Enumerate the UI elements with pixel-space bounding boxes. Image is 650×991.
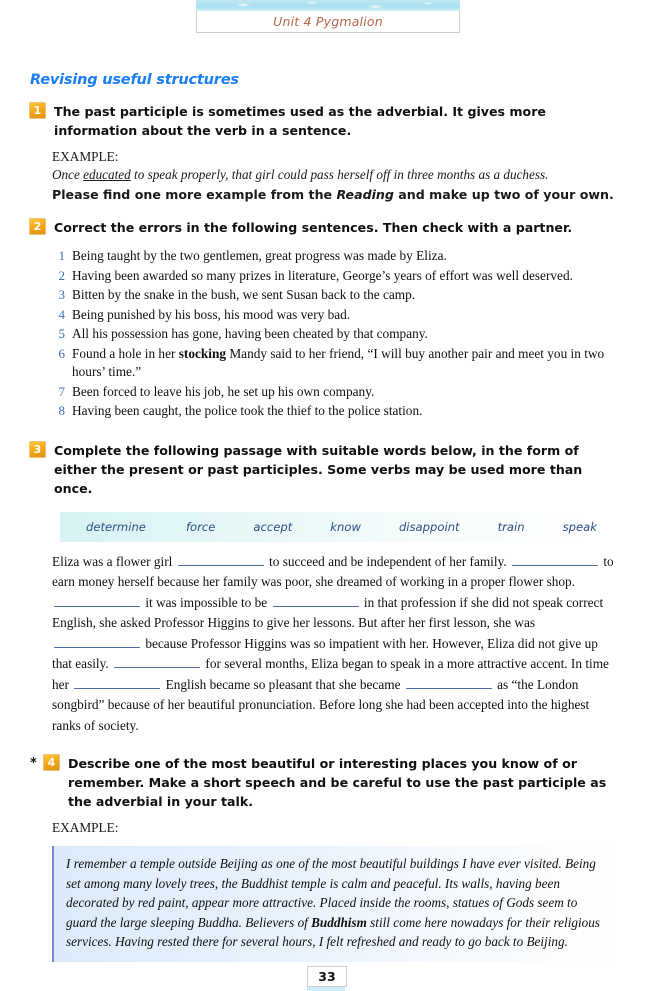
cloze-blank-7[interactable] [74, 676, 160, 689]
list-item-text-pre: Been forced to leave his job, he set up his own company. [72, 383, 375, 399]
example-box-text-bold: Buddhism [311, 914, 367, 930]
follow-post: and make up two of your own. [393, 187, 614, 202]
passage-segment: in that profession if she did not speak correct English, she asked Professor Higgins to give her lessons. But after her first lesson, she was [52, 594, 604, 630]
word-bank-item[interactable]: train [497, 519, 525, 534]
word-bank [60, 512, 597, 542]
word-bank-item[interactable]: determine [86, 519, 146, 534]
word-bank-item[interactable]: speak [562, 519, 597, 534]
list-item-number: 4 [58, 306, 65, 322]
passage-segment: as “the London songbird” because of her beautiful pronunciation. Before long she had been accepted into the highest ranks of society. [52, 676, 590, 733]
word-bank-item[interactable]: know [330, 519, 361, 534]
list-item-text-pre: Having been caught, the police took the thief to the police station. [72, 403, 423, 418]
example-sentence-pre: Once [52, 167, 84, 182]
header-title-box [196, 11, 460, 33]
cloze-blank-5[interactable] [54, 635, 140, 648]
list-item-number: 1 [58, 248, 65, 263]
task-4-example-label: EXAMPLE: [52, 820, 119, 835]
list-item [52, 383, 620, 402]
list-item-number: 3 [58, 287, 65, 302]
cloze-blank-6[interactable] [114, 655, 200, 668]
list-item-text-pre: Being punished by his boss, his mood was very bad. [72, 306, 351, 322]
task-number-badge-4: 4 [44, 755, 59, 770]
section-heading: Revising useful structures [30, 72, 239, 88]
list-item-text-pre: Being taught by the two gentlemen, great progress was made by Eliza. [72, 248, 447, 263]
list-item [52, 247, 620, 266]
passage-segment: because Professor Higgins was so impatient with her. However, Eliza did not give up that easily. [52, 635, 598, 671]
task-number-badge-1: 1 [30, 103, 45, 118]
task-2 [30, 218, 620, 237]
task-1-follow-up [52, 186, 650, 204]
passage-segment: it was impossible to be [145, 594, 268, 610]
word-bank-item[interactable]: accept [253, 519, 293, 534]
passage-segment: English became so pleasant that she became [165, 676, 401, 692]
list-item-text-pre: Having been awarded so many prizes in literature, George’s years of effort was well deserved. [72, 267, 573, 283]
list-item-text-pre: Bitten by the snake in the bush, we sent Susan back to the camp. [72, 287, 416, 302]
list-item-text-bold: stocking [178, 345, 227, 361]
cloze-blank-8[interactable] [406, 676, 492, 689]
passage-segment: to succeed and be independent of her family. [269, 553, 507, 569]
list-item-text-pre: All his possession has gone, having been cheated by that company. [72, 326, 428, 341]
list-item [52, 267, 620, 286]
task-4 [30, 754, 620, 811]
passage-segment: Eliza was a flower girl [52, 553, 173, 569]
list-item-number: 8 [58, 403, 65, 418]
example-sentence-post: to speak properly, that girl could pass herself off in three months as a duchess. [130, 167, 549, 182]
task-1-instruction: The past participle is sometimes used as the adverbial. It gives more information about the verb in a sentence. [54, 104, 546, 138]
list-item-text-pre: Found a hole in her [72, 345, 179, 361]
list-item-text-post: Mandy said to her friend, “I will buy another pair and meet you in two hours’ time.” [72, 345, 605, 379]
page-number: 33 [318, 969, 336, 984]
task-3-instruction: Complete the following passage with suitable words below, in the form of either the present or past participles. Some verbs may be used more than once. [54, 442, 583, 496]
task-1 [30, 102, 620, 140]
task-number-badge-2: 2 [30, 219, 45, 234]
list-item-number: 5 [58, 326, 65, 341]
example-box-paragraph [66, 854, 606, 952]
follow-pre: Please find one more example from the [52, 187, 337, 202]
task-4-instruction: Describe one of the most beautiful or interesting places you know of or remember. Make a short speech and be careful to use the past participle as the adverbial in your talk. [68, 756, 607, 809]
page-number-box [307, 966, 347, 987]
example-box-text-pre: I remember a temple outside Beijing as one of the most beautiful buildings I have ever visited. Being set among many lovely trees, the Buddhist temple is calm and peaceful. Its walls, having been decorated by red paint, appear more attractive. Placed inside the rooms, statues of Gods seem to guard the large sleeping Buddha. Believers of [66, 856, 596, 930]
list-item [52, 402, 620, 421]
starred-task-asterisk: * [30, 756, 37, 771]
list-item [52, 325, 620, 344]
task-1-example-label: EXAMPLE: [52, 149, 119, 164]
list-item-number: 6 [58, 345, 65, 361]
task-2-sentence-list [52, 247, 620, 421]
follow-italic-reading: Reading [336, 187, 394, 202]
task-1-example-sentence [52, 166, 650, 183]
list-item [52, 306, 620, 325]
task-3 [30, 441, 620, 498]
list-item [52, 345, 620, 382]
passage-segment: for several months, Eliza began to speak in a more attractive accent. In time her [52, 656, 609, 692]
unit-title: Unit 4 Pygmalion [273, 14, 383, 29]
cloze-passage [52, 552, 620, 737]
cloze-blank-1[interactable] [178, 553, 264, 566]
word-bank-item[interactable]: force [185, 519, 216, 534]
task-2-instruction: Correct the errors in the following sentences. Then check with a partner. [54, 220, 573, 235]
task-4-example-box [52, 846, 620, 962]
cloze-blank-4[interactable] [273, 594, 359, 607]
list-item-number: 7 [58, 383, 65, 399]
passage-segment: to earn money herself because her family was poor, she dreamed of working in a proper flower shop. [52, 553, 614, 589]
page-content [0, 56, 650, 962]
cloze-blank-2[interactable] [512, 553, 598, 566]
list-item-number: 2 [58, 267, 65, 283]
example-box-text-post: still come here nowadays for their religious services. Having rested there for several hours, I felt refreshed and ready to go back to Beijing. [66, 914, 600, 949]
cloze-blank-3[interactable] [54, 594, 140, 607]
running-header [196, 0, 460, 34]
word-bank-item[interactable]: disappoint [398, 519, 460, 534]
task-number-badge-3: 3 [30, 442, 45, 457]
example-sentence-underlined: educated [83, 167, 131, 182]
list-item [52, 286, 620, 305]
